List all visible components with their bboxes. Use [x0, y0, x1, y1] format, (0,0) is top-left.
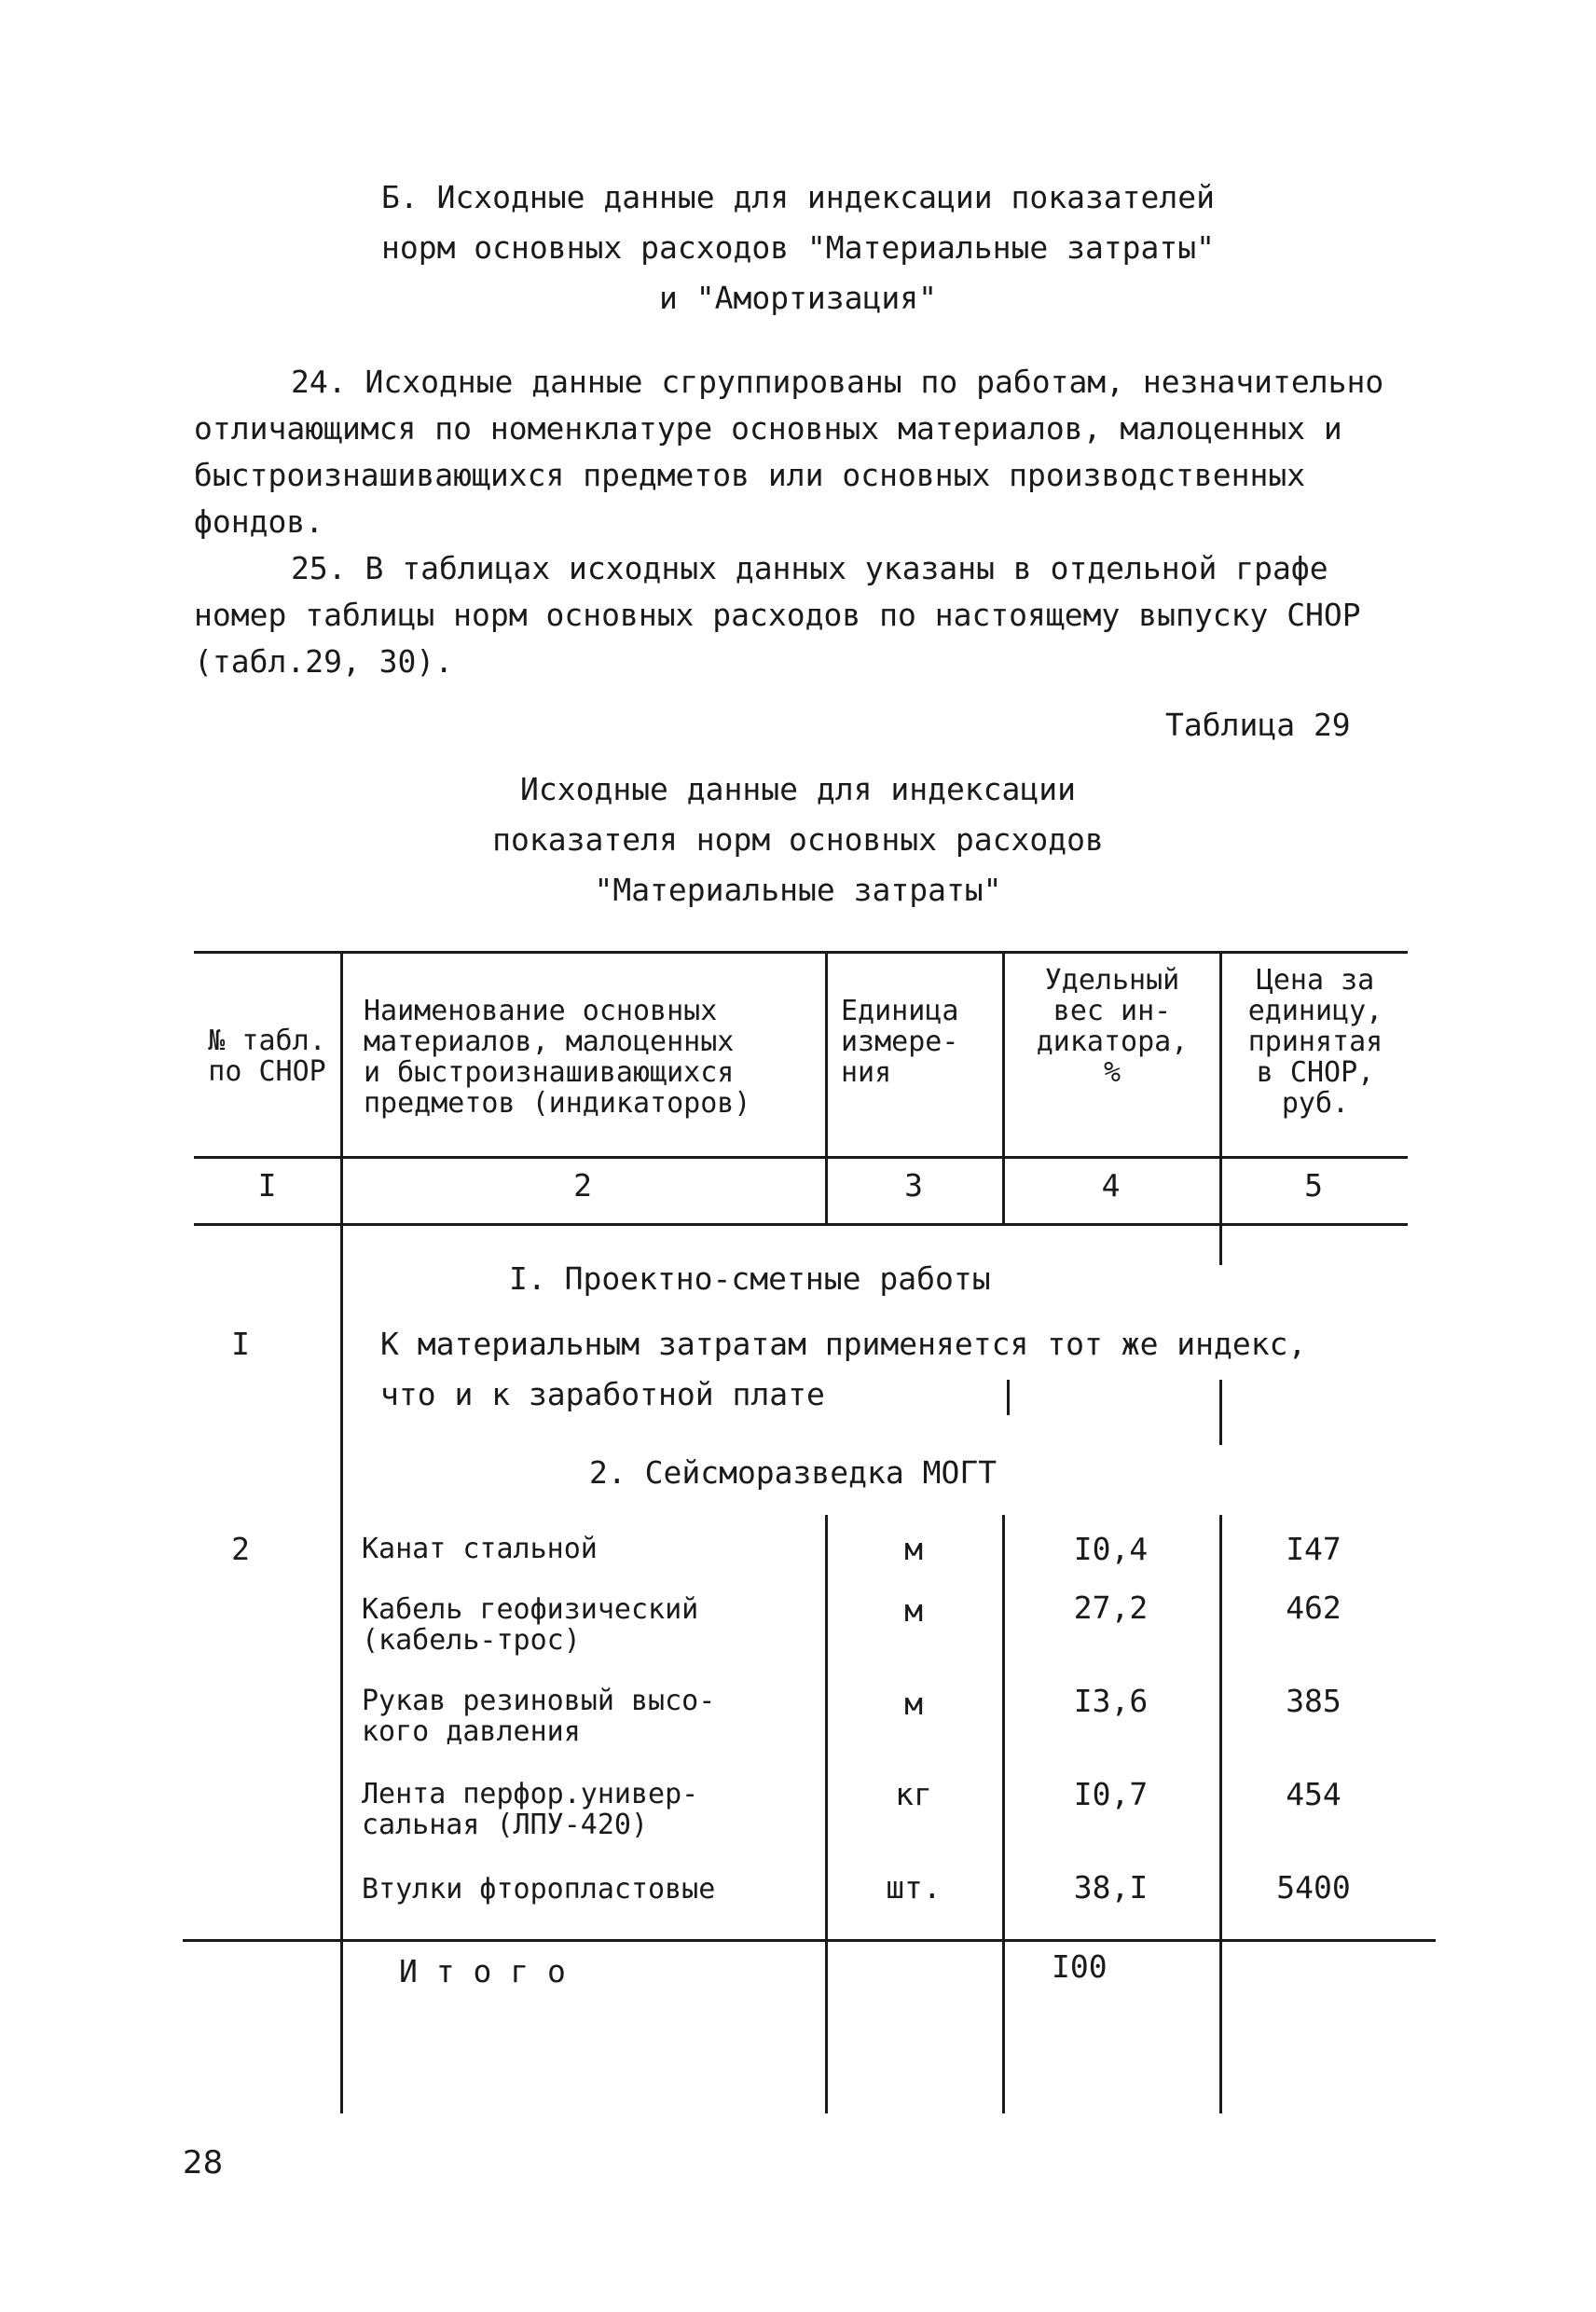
row-unit: м [904, 1592, 923, 1629]
header-unit [841, 996, 958, 1088]
section-1-table-no: I [231, 1326, 250, 1362]
row-weight: I3,6 [1073, 1683, 1149, 1719]
total-top-rule [183, 1939, 1436, 1942]
row-material-name: Канат стальной [362, 1533, 598, 1565]
total-weight: I00 [1052, 1948, 1108, 1985]
heading-line-2: норм основных расходов "Материальные затраты" [380, 229, 1216, 266]
table-title-line-3: "Материальные затраты" [594, 872, 1002, 908]
row-price: I47 [1286, 1531, 1341, 1567]
header-price [1222, 965, 1409, 1119]
header-material-name-line: Наименование основных [364, 995, 718, 1027]
header-price-line: принятая [1247, 1025, 1383, 1058]
header-unit-line: измере- [841, 1025, 959, 1058]
col-number-4: 4 [1101, 1167, 1121, 1204]
row-material-name [362, 1686, 715, 1747]
row-price: 5400 [1276, 1869, 1351, 1906]
header-weight [1005, 965, 1219, 1088]
row-weight: 27,2 [1073, 1590, 1149, 1626]
row-material-name-line: кого давления [362, 1715, 581, 1748]
paragraph-24: 24. Исходные данные сгруппированы по работам, незначительно отличающимся по номенклатуре основных материалов, малоценных и быстроизнашивающихся предметов или основных производственных фондов. [194, 364, 1384, 540]
table-top-rule [194, 951, 1408, 954]
header-unit-line: Единица [841, 995, 959, 1027]
page-number: 28 [183, 2144, 224, 2181]
section-1-note-line-2: что и к заработной плате [380, 1376, 825, 1412]
row-material-name-line: Кабель геофизический [362, 1593, 699, 1626]
header-material-name-line: и быстроизнашивающихся [364, 1056, 735, 1089]
row-unit: кг [895, 1776, 932, 1812]
row-material-name-line: Лента перфор.универ- [362, 1778, 699, 1810]
section-heading [0, 172, 1596, 323]
header-price-line: единицу, [1247, 995, 1383, 1027]
header-price-line: в СНОР, [1256, 1056, 1375, 1089]
heading-line-1: Б. Исходные данные для индексации показателей [380, 179, 1216, 215]
header-weight-line: дикатора, [1036, 1025, 1189, 1058]
heading-line-3: и "Амортизация" [658, 280, 937, 316]
body-col-divider-1 [340, 1223, 343, 2113]
header-unit-line: ния [841, 1056, 892, 1089]
row-unit: шт. [886, 1869, 942, 1906]
header-material-name-line: материалов, малоценных [364, 1025, 735, 1058]
col-number-3: 3 [904, 1167, 923, 1204]
header-weight-line: % [1103, 1056, 1121, 1089]
header-table-no [194, 1025, 340, 1087]
row-unit: м [904, 1531, 923, 1567]
row-price: 462 [1286, 1590, 1341, 1626]
section-1-title: I. Проектно-сметные работы [509, 1260, 991, 1297]
table-title-line-2: показателя норм основных расходов [492, 821, 1104, 858]
row-weight: 38,I [1073, 1869, 1149, 1906]
header-table-no-line: № табл. [208, 1025, 326, 1057]
row-material-name-line: Рукав резиновый высо- [362, 1685, 716, 1717]
section-1-note-line-1: К материальным затратам применяется тот же индекс, [380, 1326, 1307, 1362]
row-weight: I0,4 [1073, 1531, 1149, 1567]
row-material-name-line: (кабель-трос) [362, 1624, 581, 1657]
col-number-1: I [257, 1167, 277, 1204]
total-label: И т о г о [399, 1953, 566, 1989]
col-number-5: 5 [1304, 1167, 1323, 1204]
header-material-name [364, 996, 750, 1119]
col-number-2: 2 [573, 1167, 592, 1204]
header-weight-line: вес ин- [1053, 995, 1172, 1027]
section-2-title: 2. Сейсморазведка МОГТ [589, 1454, 998, 1491]
header-table-no-line: по СНОР [208, 1055, 326, 1088]
row-material-name-line: сальная (ЛПУ-420) [362, 1809, 649, 1841]
header-price-line: Цена за [1256, 964, 1375, 997]
header-bottom-rule [194, 1156, 1408, 1159]
paragraph-25: 25. В таблицах исходных данных указаны в отдельной графе номер таблицы норм основных расходов по настоящему выпуску СНОР (табл.29, 30). [194, 550, 1361, 680]
numbers-bottom-rule [194, 1223, 1408, 1226]
row-material-name: Втулки фторопластовые [362, 1873, 716, 1906]
row-material-name [362, 1594, 698, 1656]
row-price: 385 [1286, 1683, 1341, 1719]
header-price-line: руб. [1281, 1087, 1350, 1120]
row-weight: I0,7 [1073, 1776, 1149, 1812]
table-label: Таблица 29 [1165, 707, 1351, 743]
table-title [0, 764, 1596, 915]
body-col-divider-4-top [1219, 1223, 1222, 1265]
body-col-divider-4-mid [1219, 1380, 1222, 1445]
row-price: 454 [1286, 1776, 1341, 1812]
row-material-name [362, 1779, 698, 1840]
table-title-line-1: Исходные данные для индексации [519, 771, 1077, 807]
row-unit: м [904, 1686, 923, 1722]
header-weight-line: Удельный [1044, 964, 1180, 997]
header-material-name-line: предметов (индикаторов) [364, 1087, 751, 1120]
section-2-table-no: 2 [231, 1531, 250, 1567]
body-col-divider-3-mid [1007, 1380, 1010, 1415]
